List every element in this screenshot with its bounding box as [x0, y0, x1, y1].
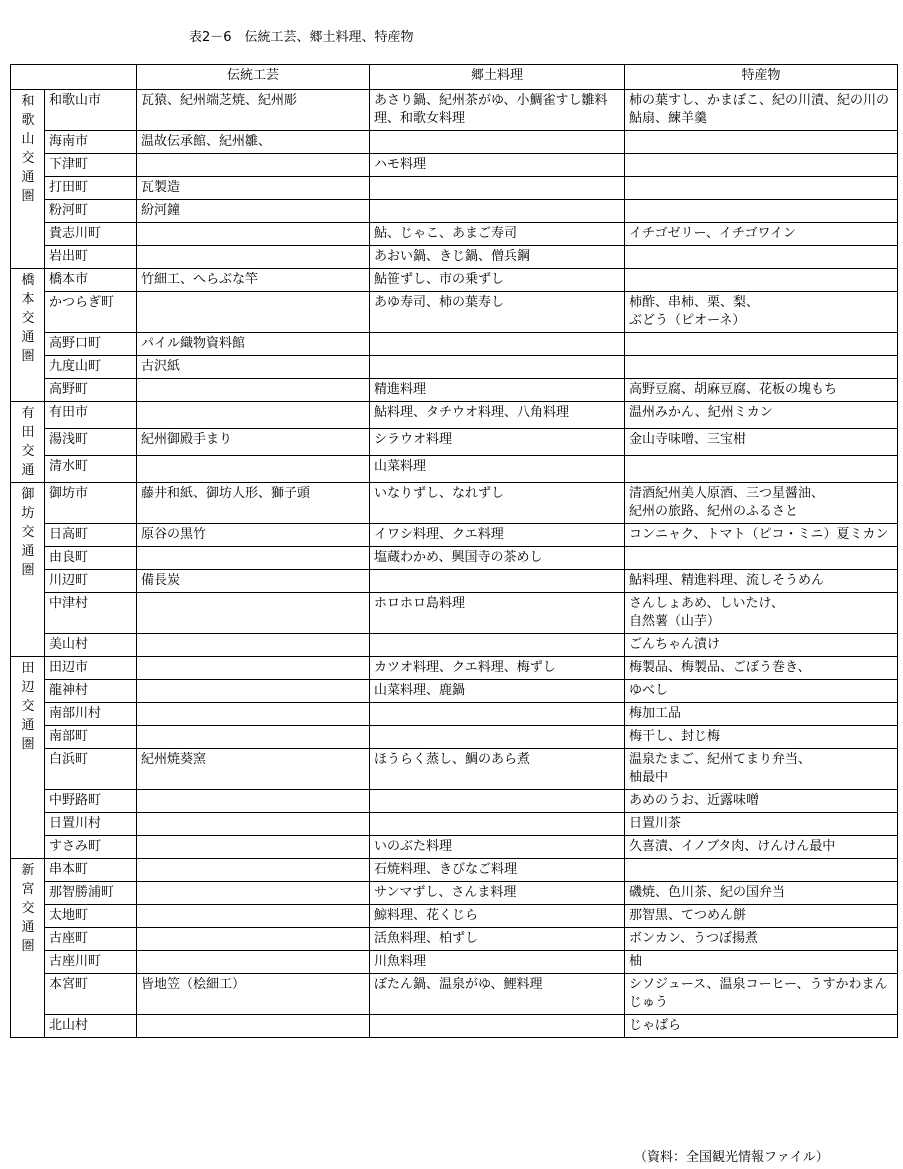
crafts-cell: [137, 836, 370, 859]
cuisine-cell: あおい鍋、きじ鍋、僧兵鋼: [370, 246, 625, 269]
region-label: 新宮交通圏: [21, 863, 35, 954]
products-cell: 高野豆腐、胡麻豆腐、花板の塊もち: [625, 379, 898, 402]
town-cell: 龍神村: [45, 680, 137, 703]
town-cell: 太地町: [45, 905, 137, 928]
cuisine-cell: 鯨料理、花くじら: [370, 905, 625, 928]
town-cell: 北山村: [45, 1015, 137, 1038]
products-cell: 磯焼、色川茶、紀の国弁当: [625, 882, 898, 905]
cuisine-cell: 石焼料理、きびなご料理: [370, 859, 625, 882]
table-row: [11, 90, 898, 131]
products-cell: [625, 246, 898, 269]
town-cell: 白浜町: [45, 749, 137, 790]
cuisine-cell: 塩蔵わかめ、興国寺の茶めし: [370, 547, 625, 570]
products-cell: 柚: [625, 951, 898, 974]
table-row: [11, 951, 898, 974]
table-row: [11, 456, 898, 483]
cuisine-cell: あさり鍋、紀州茶がゆ、小鯛雀すし雛料理、和歌女料理: [370, 90, 625, 131]
town-cell: 湯浅町: [45, 429, 137, 456]
crafts-cell: [137, 928, 370, 951]
crafts-cell: 原谷の黒竹: [137, 524, 370, 547]
table-row: [11, 379, 898, 402]
town-cell: 清水町: [45, 456, 137, 483]
table-row: [11, 974, 898, 1015]
cuisine-cell: 鮎料理、タチウオ料理、八角料理: [370, 402, 625, 429]
table-row: [11, 836, 898, 859]
table-row: [11, 292, 898, 333]
crafts-cell: [137, 859, 370, 882]
table-row: [11, 269, 898, 292]
town-cell: 田辺市: [45, 657, 137, 680]
table-row: [11, 680, 898, 703]
region-cell: [11, 90, 45, 269]
table-row: [11, 749, 898, 790]
products-cell: [625, 547, 898, 570]
specialties-table: [10, 64, 898, 1038]
products-cell: [625, 456, 898, 483]
products-cell: [625, 859, 898, 882]
table-row: [11, 593, 898, 634]
town-cell: 有田市: [45, 402, 137, 429]
table-row: [11, 356, 898, 379]
town-cell: 日高町: [45, 524, 137, 547]
cuisine-cell: [370, 813, 625, 836]
town-cell: 中津村: [45, 593, 137, 634]
town-cell: 岩出町: [45, 246, 137, 269]
cuisine-cell: [370, 131, 625, 154]
table-row: [11, 657, 898, 680]
crafts-cell: 瓦製造: [137, 177, 370, 200]
table-row: [11, 402, 898, 429]
cuisine-cell: [370, 726, 625, 749]
crafts-cell: [137, 680, 370, 703]
table-row: [11, 483, 898, 524]
table-row: [11, 524, 898, 547]
region-cell: [11, 657, 45, 859]
town-cell: 高野町: [45, 379, 137, 402]
region-cell: [11, 483, 45, 657]
cuisine-cell: [370, 634, 625, 657]
products-cell: 梅製品、梅製品、ごぼう巻き、: [625, 657, 898, 680]
cuisine-cell: サンマずし、さんま料理: [370, 882, 625, 905]
cuisine-cell: ほうらく蒸し、鯛のあら煮: [370, 749, 625, 790]
header-products: 特産物: [625, 65, 898, 90]
products-cell: イチゴゼリー、イチゴワイン: [625, 223, 898, 246]
crafts-cell: 古沢紙: [137, 356, 370, 379]
crafts-cell: [137, 593, 370, 634]
town-cell: 古座町: [45, 928, 137, 951]
crafts-cell: [137, 154, 370, 177]
source-note: （資料：全国観光情報ファイル）: [634, 1150, 829, 1165]
region-label: 田辺交通圏: [21, 661, 35, 752]
products-cell: [625, 356, 898, 379]
table-row: [11, 859, 898, 882]
table-row: [11, 928, 898, 951]
town-cell: 海南市: [45, 131, 137, 154]
town-cell: 橋本市: [45, 269, 137, 292]
products-cell: 梅加工品: [625, 703, 898, 726]
town-cell: 美山村: [45, 634, 137, 657]
town-cell: 本宮町: [45, 974, 137, 1015]
table-row: [11, 634, 898, 657]
crafts-cell: [137, 882, 370, 905]
cuisine-cell: [370, 356, 625, 379]
crafts-cell: 皆地笠（桧細工）: [137, 974, 370, 1015]
products-cell: ごんちゃん漬け: [625, 634, 898, 657]
products-cell: [625, 269, 898, 292]
cuisine-cell: いのぶた料理: [370, 836, 625, 859]
cuisine-cell: [370, 703, 625, 726]
table-title: 表2－6 伝統工芸、郷土料理、特産物: [189, 30, 414, 45]
table-body: [11, 90, 898, 1038]
cuisine-cell: [370, 570, 625, 593]
crafts-cell: [137, 223, 370, 246]
table-row: [11, 246, 898, 269]
products-cell: [625, 200, 898, 223]
crafts-cell: 紀州御殿手まり: [137, 429, 370, 456]
table-row: [11, 177, 898, 200]
cuisine-cell: [370, 200, 625, 223]
table-row: [11, 131, 898, 154]
products-cell: [625, 177, 898, 200]
cuisine-cell: ハモ料理: [370, 154, 625, 177]
town-cell: 南部町: [45, 726, 137, 749]
table-row: [11, 1015, 898, 1038]
town-cell: 由良町: [45, 547, 137, 570]
cuisine-cell: カツオ料理、クエ料理、梅ずし: [370, 657, 625, 680]
town-cell: 和歌山市: [45, 90, 137, 131]
town-cell: 粉河町: [45, 200, 137, 223]
crafts-cell: [137, 951, 370, 974]
crafts-cell: [137, 402, 370, 429]
town-cell: すさみ町: [45, 836, 137, 859]
products-cell: じゃばら: [625, 1015, 898, 1038]
cuisine-cell: 精進料理: [370, 379, 625, 402]
crafts-cell: パイル織物資料館: [137, 333, 370, 356]
crafts-cell: 紛河鐘: [137, 200, 370, 223]
products-cell: ボンカン、うつぼ揚煮: [625, 928, 898, 951]
town-cell: 打田町: [45, 177, 137, 200]
header-blank: [11, 65, 137, 90]
table-row: [11, 570, 898, 593]
crafts-cell: 温故伝承館、紀州雛、: [137, 131, 370, 154]
products-cell: さんしょあめ、しいたけ、 自然薯（山芋）: [625, 593, 898, 634]
town-cell: 川辺町: [45, 570, 137, 593]
crafts-cell: [137, 379, 370, 402]
header-crafts: 伝統工芸: [137, 65, 370, 90]
table-row: [11, 200, 898, 223]
table-row: [11, 703, 898, 726]
products-cell: 久喜漬、イノブタ肉、けんけん最中: [625, 836, 898, 859]
town-cell: 高野口町: [45, 333, 137, 356]
crafts-cell: [137, 657, 370, 680]
products-cell: [625, 154, 898, 177]
cuisine-cell: シラウオ料理: [370, 429, 625, 456]
crafts-cell: 紀州焼葵窯: [137, 749, 370, 790]
crafts-cell: 竹細工、へらぶな竿: [137, 269, 370, 292]
crafts-cell: [137, 905, 370, 928]
crafts-cell: 瓦猿、紀州端芝焼、紀州彫: [137, 90, 370, 131]
town-cell: かつらぎ町: [45, 292, 137, 333]
cuisine-cell: 川魚料理: [370, 951, 625, 974]
cuisine-cell: いなりずし、なれずし: [370, 483, 625, 524]
town-cell: 串本町: [45, 859, 137, 882]
products-cell: 那智黒、てつめん餅: [625, 905, 898, 928]
table-row: [11, 429, 898, 456]
products-cell: 清酒紀州美人原酒、三つ星醤油、 紀州の旅路、紀州のふるさと: [625, 483, 898, 524]
products-cell: コンニャク、トマト（ピコ・ミニ）夏ミカン: [625, 524, 898, 547]
table-row: [11, 547, 898, 570]
table-row: [11, 726, 898, 749]
cuisine-cell: ぼたん鍋、温泉がゆ、鯉料理: [370, 974, 625, 1015]
cuisine-cell: 山菜料理: [370, 456, 625, 483]
table-row: [11, 905, 898, 928]
region-label: 有田交通: [21, 406, 35, 478]
town-cell: 那智勝浦町: [45, 882, 137, 905]
table-row: [11, 223, 898, 246]
products-cell: シソジュース、温泉コーヒー、うすかわまんじゅう: [625, 974, 898, 1015]
cuisine-cell: 活魚料理、柏ずし: [370, 928, 625, 951]
products-cell: あめのうお、近露味噌: [625, 790, 898, 813]
header-cuisine: 郷土料理: [370, 65, 625, 90]
cuisine-cell: イワシ料理、クエ料理: [370, 524, 625, 547]
region-label: 御坊交通圏: [21, 487, 35, 578]
crafts-cell: [137, 790, 370, 813]
table-row: [11, 333, 898, 356]
crafts-cell: [137, 547, 370, 570]
products-cell: [625, 131, 898, 154]
table-row: [11, 154, 898, 177]
town-cell: 中野路町: [45, 790, 137, 813]
products-cell: 温州みかん、紀州ミカン: [625, 402, 898, 429]
table-row: [11, 882, 898, 905]
cuisine-cell: 鮎笹ずし、市の乗ずし: [370, 269, 625, 292]
town-cell: 貴志川町: [45, 223, 137, 246]
crafts-cell: [137, 246, 370, 269]
crafts-cell: [137, 813, 370, 836]
crafts-cell: [137, 634, 370, 657]
cuisine-cell: [370, 1015, 625, 1038]
town-cell: 日置川村: [45, 813, 137, 836]
region-label: 和歌山交通圏: [21, 94, 35, 204]
cuisine-cell: [370, 790, 625, 813]
cuisine-cell: [370, 333, 625, 356]
products-cell: 梅干し、封じ梅: [625, 726, 898, 749]
cuisine-cell: 鮎、じゃこ、あまご寿司: [370, 223, 625, 246]
region-cell: [11, 269, 45, 402]
table-header-row: [11, 65, 898, 90]
town-cell: 南部川村: [45, 703, 137, 726]
products-cell: ゆべし: [625, 680, 898, 703]
crafts-cell: 備長炭: [137, 570, 370, 593]
table-row: [11, 813, 898, 836]
products-cell: 金山寺味噌、三宝柑: [625, 429, 898, 456]
crafts-cell: [137, 456, 370, 483]
products-cell: 柿の葉すし、かまぼこ、紀の川漬、紀の川の鮎扇、練羊羹: [625, 90, 898, 131]
town-cell: 九度山町: [45, 356, 137, 379]
products-cell: 柿酢、串柿、栗、梨、 ぶどう（ピオーネ）: [625, 292, 898, 333]
products-cell: 鮎料理、精進料理、流しそうめん: [625, 570, 898, 593]
crafts-cell: [137, 292, 370, 333]
crafts-cell: [137, 1015, 370, 1038]
cuisine-cell: ホロホロ島料理: [370, 593, 625, 634]
products-cell: [625, 333, 898, 356]
products-cell: 日置川茶: [625, 813, 898, 836]
crafts-cell: [137, 703, 370, 726]
town-cell: 御坊市: [45, 483, 137, 524]
cuisine-cell: 山菜料理、鹿鍋: [370, 680, 625, 703]
crafts-cell: [137, 726, 370, 749]
town-cell: 下津町: [45, 154, 137, 177]
table-row: [11, 790, 898, 813]
cuisine-cell: [370, 177, 625, 200]
crafts-cell: 藤井和紙、御坊人形、獅子頭: [137, 483, 370, 524]
cuisine-cell: あゆ寿司、柿の葉寿し: [370, 292, 625, 333]
town-cell: 古座川町: [45, 951, 137, 974]
region-cell: [11, 402, 45, 483]
region-cell: [11, 859, 45, 1038]
products-cell: 温泉たまご、紀州てまり弁当、 柚最中: [625, 749, 898, 790]
region-label: 橋本交通圏: [21, 273, 35, 364]
